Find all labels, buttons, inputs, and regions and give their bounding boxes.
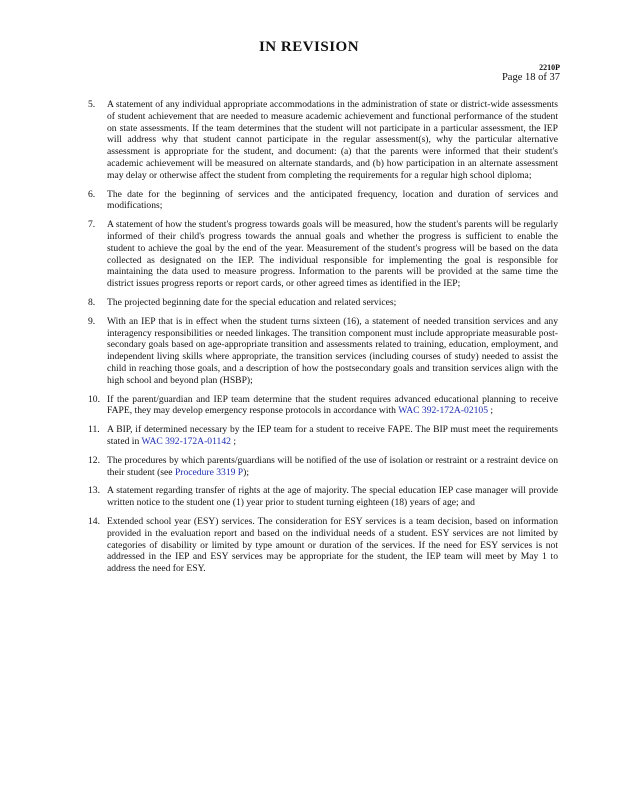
- item-number: 9.: [88, 315, 96, 327]
- item-text-end: );: [243, 466, 250, 478]
- item-text: With an IEP that is in effect when the student turns sixteen (16), a statement of needed transition services and any interagency responsibilities or needed linkages. The transition component must include appropriate measurable post-secondary goals based on age-appropriate transition and assessments related to training, education, employment, and independent living skills where appropriate, the transition services (including courses of study) needed to assist the child in reaching those goals, and a description of how the postsecondary goals and transition services align with the high school and beyond plan (HSBP);: [107, 315, 558, 386]
- document-code: 2210P: [539, 63, 560, 72]
- item-text: The projected beginning date for the special education and related services;: [107, 296, 397, 308]
- item-text: A statement of how the student's progress towards goals will be measured, how the student's parents will be regularly informed of their child's progress towards the annual goals and whether the progress is sufficient to enable the student to achieve the goal by the end of the year. Measurement of the student's progress will be based on the data collected as designated on the IEP. The individual responsible for implementing the goal is responsible for maintaining the data used to measure progress. Information to the parents will be provided at the same time the district issues progress reports or report cards, or other agreed times as identified in the IEP;: [107, 219, 558, 290]
- list-item: [88, 516, 558, 575]
- item-text-end: ;: [488, 405, 494, 417]
- item-number: 13.: [88, 485, 100, 497]
- list-item: [88, 189, 558, 213]
- item-number: 12.: [88, 454, 100, 466]
- item-text: The procedures by which parents/guardians will be notified of the use of isolation or restraint or a restraint device on their student (see: [107, 454, 558, 478]
- wac-01142-link[interactable]: WAC 392-172A-01142: [141, 435, 231, 447]
- item-number: 6.: [88, 188, 96, 200]
- list-item: [88, 316, 558, 387]
- list-item: [88, 424, 558, 448]
- list-item: [88, 394, 558, 418]
- item-text: The date for the beginning of services and the anticipated frequency, location and duration of services and modifications;: [107, 188, 558, 212]
- item-text: A statement regarding transfer of rights at the age of majority. The special education IEP case manager will provide written notice to the student one (1) year prior to student turning eighteen (18) years of age; and: [107, 485, 558, 509]
- item-number: 14.: [88, 515, 100, 527]
- list-item: [88, 485, 558, 509]
- item-number: 8.: [88, 296, 96, 308]
- item-number: 5.: [88, 99, 96, 110]
- item-number: 11.: [88, 424, 100, 436]
- list-item: [88, 297, 558, 309]
- item-text: A statement of any individual appropriate accommodations in the administration of state or district-wide assessments of student achievement that are needed to measure academic achievement and functional performance of the student on state assessments. If the team determines that the student will not participate in a particular assessment, the IEP will address why that student cannot participate in the regular assessment(s), why the particular alternative assessment is appropriate for the student, and document: (a) that the parents were informed that their student's academic achievement will be measured on alternate standards, and (b) how participation in an alternate assessment may delay or otherwise affect the student from completing the requirements for a regular high school diploma;: [107, 99, 558, 181]
- page-number: Page 18 of 37: [501, 72, 560, 83]
- list-item: [88, 219, 558, 290]
- item-text: A BIP, if determined necessary by the IEP team for a student to receive FAPE. The BIP must meet the requirements stated in: [107, 424, 558, 447]
- item-text: Extended school year (ESY) services. The consideration for ESY services is a team decision, based on information provided in the evaluation report and based on the individual needs of a student. ESY services are not limited by categories of disability or limited by type amount or duration of the services. If the need for ESY services is not addressed in the IEP and ESY services may be appropriate for the student, the IEP team will meet by May 1 to address the need for ESY.: [107, 515, 558, 575]
- item-text: If the parent/guardian and IEP team determine that the student requires advanced educational planning to receive FAPE, they may develop emergency response protocols in accordance with: [107, 393, 558, 417]
- wac-02105-link[interactable]: WAC 392-172A-02105: [398, 405, 489, 417]
- item-text-end: ;: [230, 435, 236, 447]
- requirements-list: [88, 99, 558, 582]
- item-number: 7.: [88, 219, 96, 231]
- page-title: IN REVISION: [258, 39, 360, 55]
- item-number: 10.: [88, 393, 100, 405]
- list-item: [88, 99, 558, 182]
- list-item: [88, 455, 558, 479]
- procedure-3319-link[interactable]: Procedure 3319 P: [174, 466, 244, 478]
